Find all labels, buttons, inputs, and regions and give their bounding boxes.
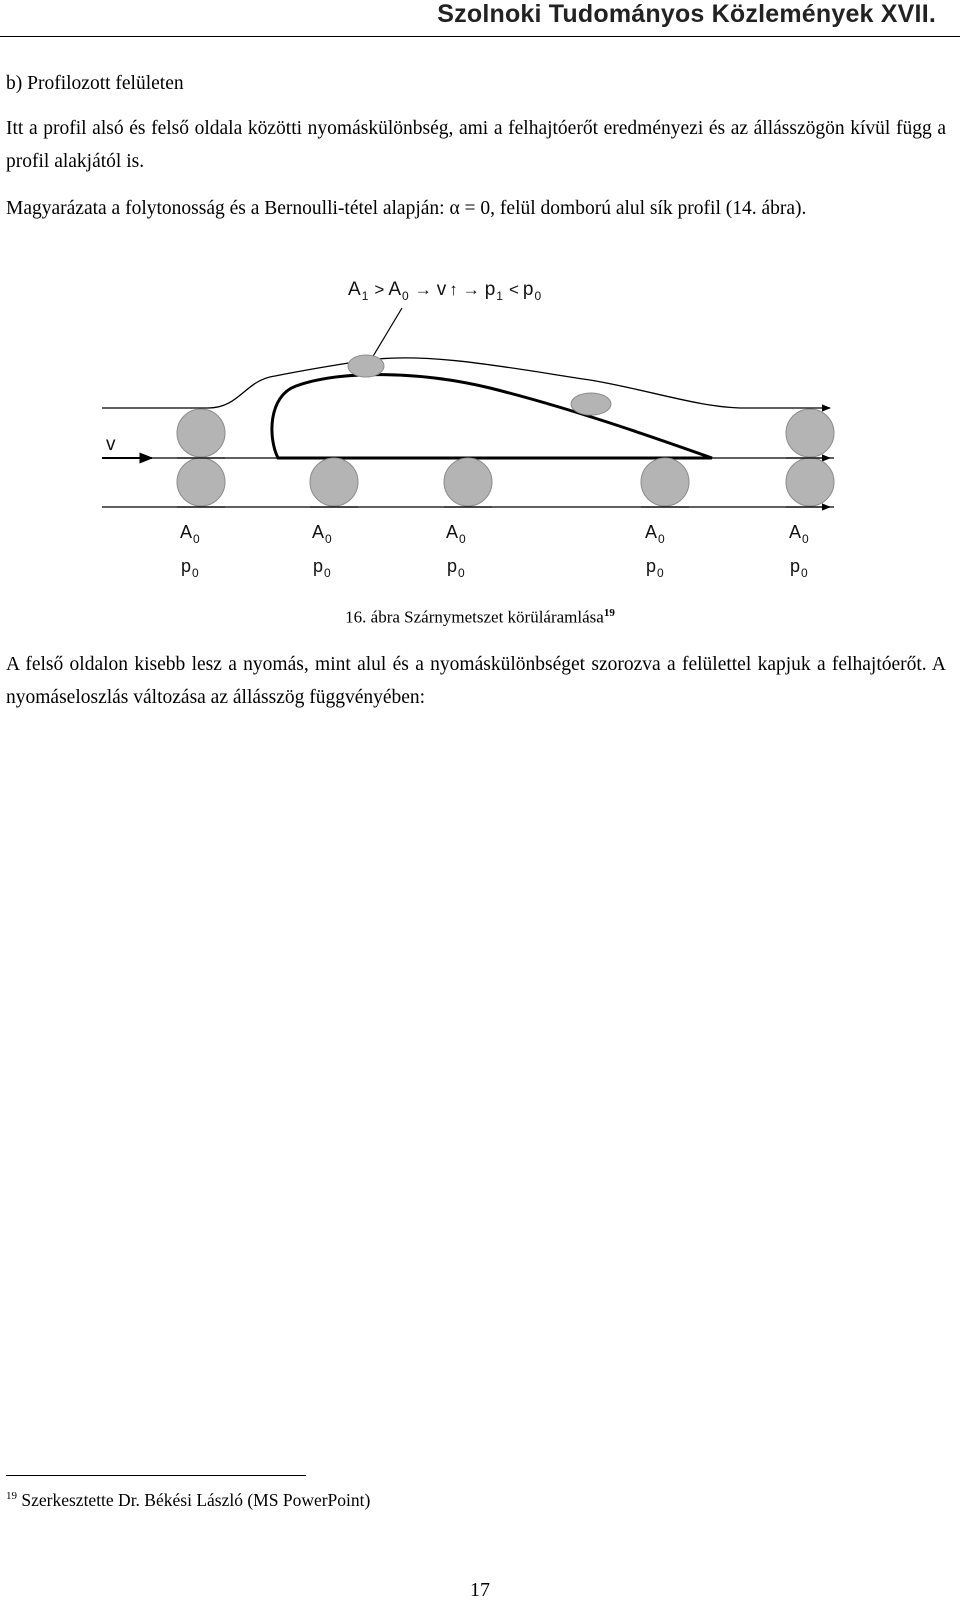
ellipse-upper-surface: [348, 355, 384, 377]
station-area-label: $A_0$: [312, 522, 332, 546]
page-number: 17: [470, 1579, 490, 1601]
station-area-label: $A_0$: [180, 522, 200, 546]
ellipse-trailing-upper: [571, 393, 611, 415]
station-pressure-label: $p_0$: [790, 556, 808, 580]
airfoil-profile: [272, 375, 712, 458]
caption-footnote-ref[interactable]: 19: [603, 607, 615, 619]
circle-station-4-lower: [641, 458, 689, 506]
caption-text: 16. ábra Szárnymetszet körüláramlása: [345, 607, 604, 627]
figure-caption: [0, 607, 960, 628]
footnote-text: Szerkesztette Dr. Békési László (MS PowerPoint): [21, 1490, 371, 1510]
paragraph-2: Magyarázata a folytonosság és a Bernoulli-tétel alapján: α = 0, felül domború alul sík profil (14. ábra).: [6, 198, 807, 219]
footnote-rule: [6, 1475, 306, 1476]
velocity-label: v: [106, 434, 116, 455]
station-pressure-label: $p_0$: [447, 556, 465, 580]
top-formula: $A_1 > A_0 \to v$ ↑ → $p_1 < p_0$: [348, 279, 542, 303]
paragraph-3: A felső oldalon kisebb lesz a nyomás, mint alul és a nyomáskülönbséget szorozva a felülettel kapjuk a felhajtóerőt. A nyomáseloszlás változása az állásszög függvényében:: [6, 654, 946, 708]
station-pressure-label: $p_0$: [181, 556, 199, 580]
paragraph-1: Itt a profil alsó és felső oldala közötti nyomáskülönbség, ami a felhajtóerőt eredményezi és az állásszögön kívül függ a profil alakjától is.: [6, 118, 946, 172]
footnote: [6, 1490, 370, 1511]
station-pressure-label: $p_0$: [313, 556, 331, 580]
circle-station-5-upper: [786, 409, 834, 457]
circle-station-2-lower: [310, 458, 358, 506]
circle-station-5-lower: [786, 458, 834, 506]
footnote-marker: 19: [6, 1490, 17, 1503]
circle-station-1-lower: [177, 458, 225, 506]
airfoil-flow-figure: [90, 270, 850, 590]
station-area-label: $A_0$: [645, 522, 665, 546]
station-pressure-label: $p_0$: [646, 556, 664, 580]
circle-station-1-upper: [177, 409, 225, 457]
pointer-line: [372, 308, 402, 358]
circle-station-3-lower: [444, 458, 492, 506]
station-area-label: $A_0$: [789, 522, 809, 546]
station-area-label: $A_0$: [446, 522, 466, 546]
running-header-title: Szolnoki Tudományos Közlemények XVII.: [437, 0, 936, 28]
section-heading: b) Profilozott felületen: [6, 73, 184, 94]
header-rule: [0, 36, 960, 37]
